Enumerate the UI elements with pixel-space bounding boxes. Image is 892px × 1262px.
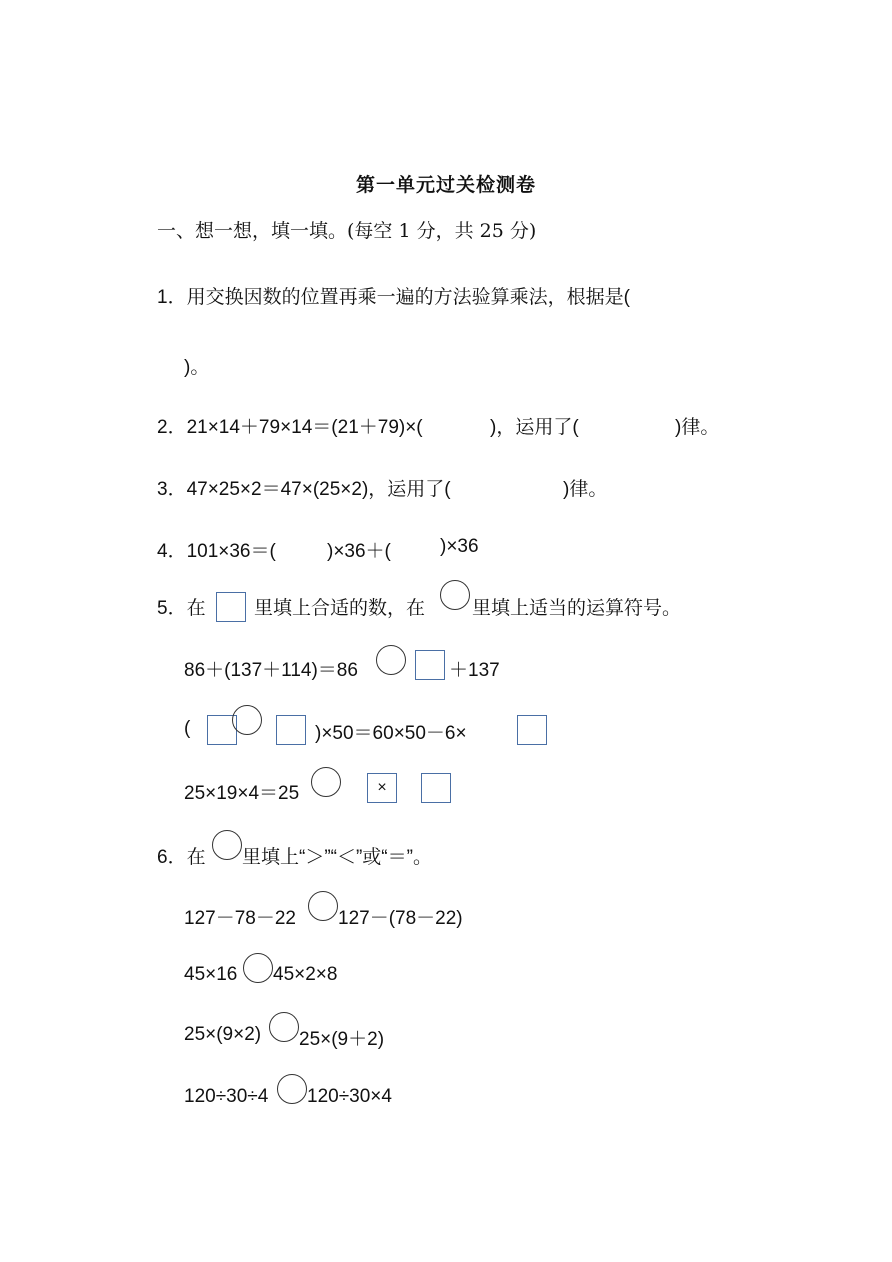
answer-box[interactable]	[216, 592, 246, 622]
filled-multiply-box: ×	[367, 773, 397, 803]
question-6-row-3-left: 25×(9×2)	[184, 1024, 262, 1045]
question-6-row-4-right: 120÷30×4	[307, 1086, 392, 1107]
question-6-row-3-right: 25×(9＋2)	[299, 1029, 385, 1050]
question-2-part-b: )，运用了(	[490, 417, 579, 438]
question-5-part-c: 里填上适当的运算符号。	[472, 598, 682, 619]
question-6-row-1-left: 127－78－22	[184, 908, 296, 929]
answer-circle[interactable]	[308, 891, 338, 921]
question-5-row-2-left: (	[184, 718, 191, 739]
section-heading: 一、想一想，填一填。(每空 1 分，共 25 分)	[157, 220, 537, 242]
answer-box[interactable]	[421, 773, 451, 803]
answer-circle[interactable]	[212, 830, 242, 860]
page-title: 第一单元过关检测卷	[355, 174, 536, 196]
answer-box[interactable]	[517, 715, 547, 745]
question-3-part-a: 3．47×25×2＝47×(25×2)，运用了(	[157, 479, 451, 500]
question-3-part-b: )律。	[563, 479, 608, 500]
question-2-part-c: )律。	[675, 417, 720, 438]
question-1-line2: )。	[184, 357, 210, 378]
question-6-row-1-right: 127－(78－22)	[338, 908, 463, 929]
question-6-row-2-right: 45×2×8	[273, 964, 338, 985]
answer-circle[interactable]	[277, 1074, 307, 1104]
question-6-part-b: 里填上“＞”“＜”或“＝”。	[242, 847, 432, 868]
question-6-row-2-left: 45×16	[184, 964, 238, 985]
question-5-row-3-left: 25×19×4＝25	[184, 783, 300, 804]
answer-circle[interactable]	[440, 580, 470, 610]
answer-circle[interactable]	[232, 705, 262, 735]
question-5-row-1-right: ＋137	[449, 660, 500, 681]
answer-box[interactable]	[276, 715, 306, 745]
question-4-part-c: )×36	[440, 536, 479, 557]
answer-circle[interactable]	[311, 767, 341, 797]
answer-circle[interactable]	[243, 953, 273, 983]
answer-circle[interactable]	[269, 1012, 299, 1042]
question-1-line1: 1．用交换因数的位置再乘一遍的方法验算乘法，根据是(	[157, 287, 630, 308]
question-6-part-a: 6．在	[157, 847, 206, 868]
question-5-part-b: 里填上合适的数，在	[254, 598, 426, 619]
question-5-row-1-left: 86＋(137＋114)＝86	[184, 660, 358, 681]
question-4-part-a: 4．101×36＝(	[157, 541, 276, 562]
question-5-row-2-right: )×50＝60×50－6×	[315, 723, 467, 744]
answer-box[interactable]	[415, 650, 445, 680]
question-2-part-a: 2．21×14＋79×14＝(21＋79)×(	[157, 417, 423, 438]
question-6-row-4-left: 120÷30÷4	[184, 1086, 269, 1107]
question-5-part-a: 5．在	[157, 598, 206, 619]
question-4-part-b: )×36＋(	[327, 541, 391, 562]
answer-circle[interactable]	[376, 645, 406, 675]
